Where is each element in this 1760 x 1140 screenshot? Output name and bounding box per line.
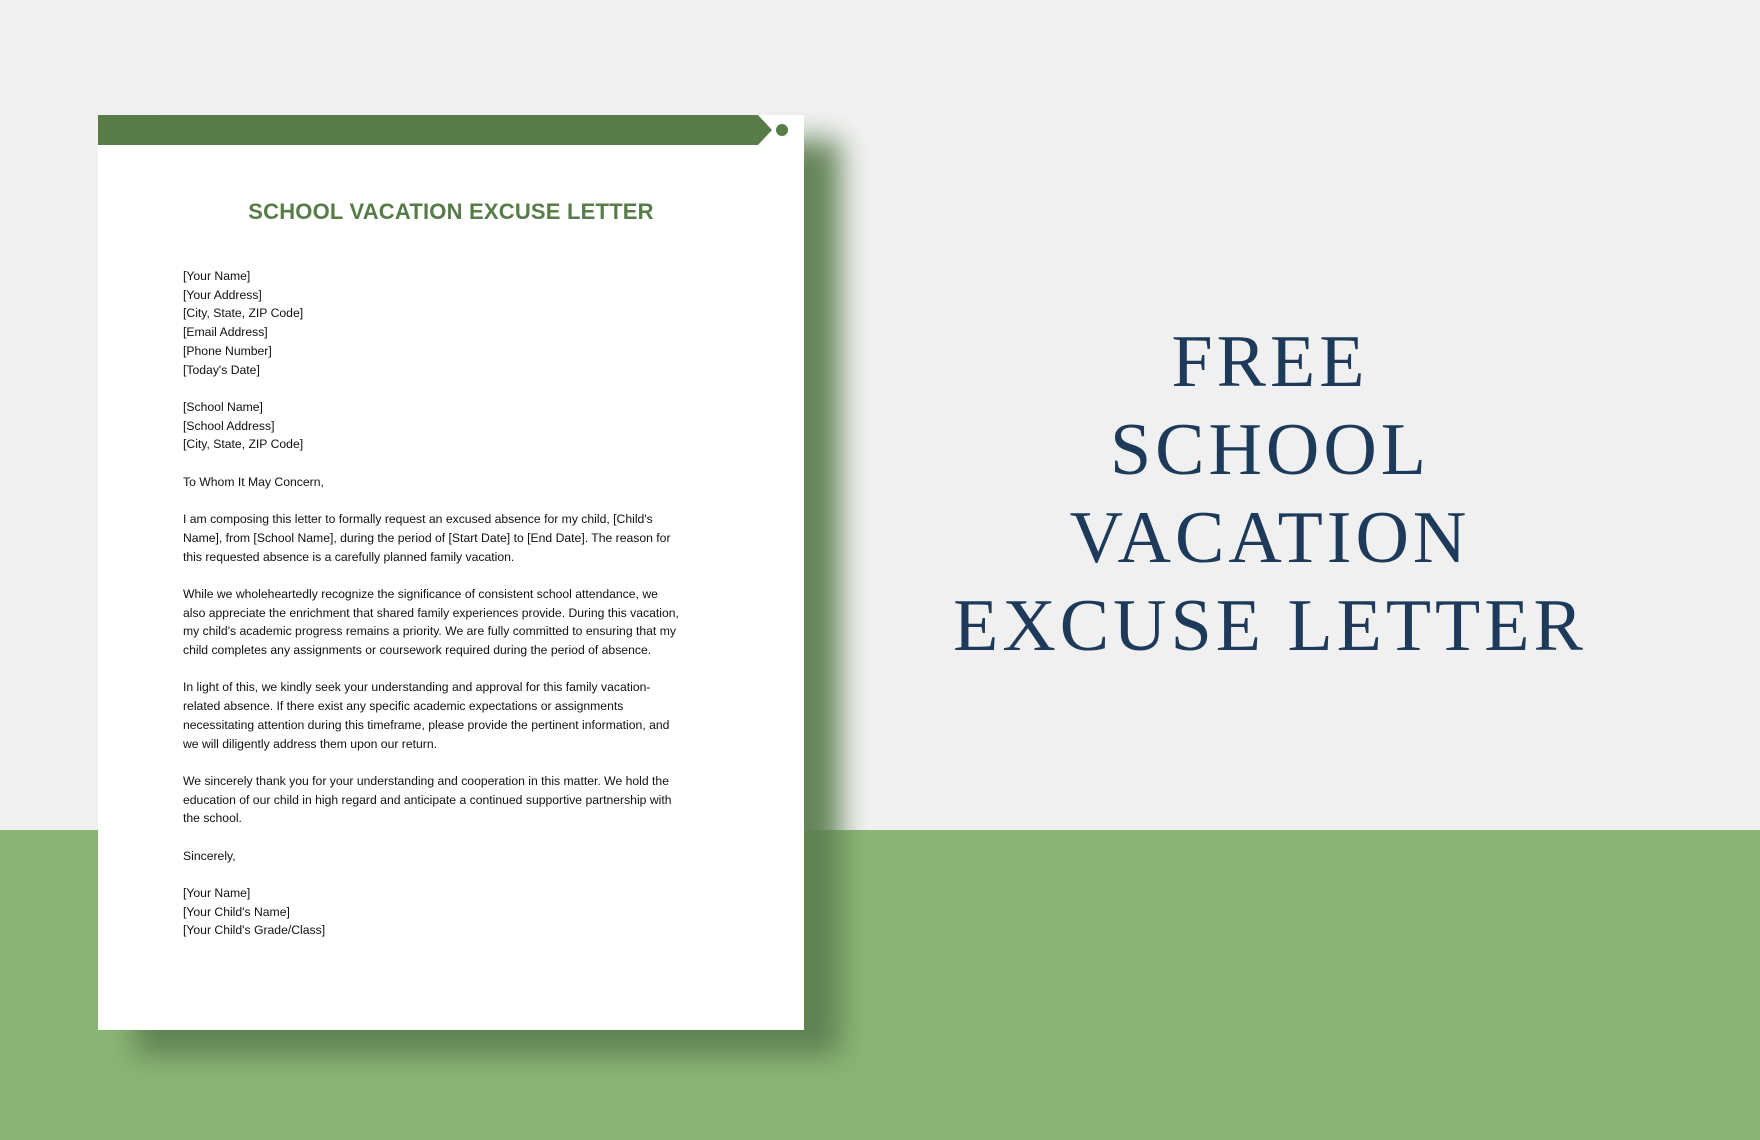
recipient-school-address: [School Address]: [183, 418, 275, 433]
paragraph-1-line: I am composing this letter to formally request an excused absence for my child, [Child's: [183, 512, 653, 527]
paragraph-2-line: child completes any assignments or coursework required during the period of absence.: [183, 643, 652, 657]
closing-text: Sincerely,: [183, 848, 236, 863]
paragraph-3-line: In light of this, we kindly seek your understanding and approval for this family vacation-: [183, 680, 651, 695]
headline-line-vacation: VACATION: [1069, 497, 1471, 579]
paragraph-4-line: education of our child in high regard and anticipate a continued supportive partnership with: [183, 792, 672, 807]
headline-line-school: SCHOOL: [1109, 409, 1431, 491]
document-title: SCHOOL VACATION EXCUSE LETTER: [248, 199, 654, 224]
promo-headline: [945, 318, 1595, 670]
headline-line-free: FREE: [1171, 321, 1369, 403]
paragraph-4-line: the school.: [183, 811, 242, 826]
recipient-school-name: [School Name]: [183, 399, 263, 414]
signature-child-name: [Your Child's Name]: [183, 904, 290, 919]
sender-phone: [Phone Number]: [183, 343, 272, 358]
paragraph-1-line: this requested absence is a carefully planned family vacation.: [183, 549, 515, 564]
sender-name: [Your Name]: [183, 269, 251, 283]
paragraph-3-line: necessitating attention during this timeframe, please provide the pertinent information, and: [183, 717, 670, 732]
closing: [183, 847, 728, 866]
paragraph-2: [183, 585, 728, 660]
letter-document: [98, 115, 804, 1030]
sender-email: [Email Address]: [183, 325, 268, 340]
sender-city-state-zip: [City, State, ZIP Code]: [183, 306, 304, 321]
paragraph-1-line: Name], from [School Name], during the period of [Start Date] to [End Date]. The reason for: [183, 530, 671, 545]
document-header-dot: [776, 124, 788, 136]
salutation: [183, 473, 728, 492]
recipient-city-state-zip: [City, State, ZIP Code]: [183, 437, 304, 452]
signature-child-grade: [Your Child's Grade/Class]: [183, 923, 326, 938]
sender-address: [Your Address]: [183, 287, 262, 302]
signature-block: [183, 884, 728, 940]
salutation-text: To Whom It May Concern,: [183, 474, 324, 489]
signature-name: [Your Name]: [183, 886, 251, 901]
document-header-bar: [98, 115, 772, 145]
paragraph-2-line: While we wholeheartedly recognize the significance of consistent school attendance, we: [183, 586, 658, 601]
letter-date: [Today's Date]: [183, 362, 260, 377]
paragraph-1: [183, 510, 728, 566]
paragraph-4-line: We sincerely thank you for your understanding and cooperation in this matter. We hold the: [183, 773, 669, 788]
letter-body: [183, 267, 728, 940]
paragraph-2-line: also appreciate the enrichment that shared family experiences provide. During this vacation,: [183, 605, 679, 620]
sender-block: [183, 267, 728, 379]
paragraph-3: [183, 678, 728, 753]
paragraph-2-line: my child's academic progress remains a priority. We are fully committed to ensuring that my: [183, 624, 676, 639]
paragraph-3-line: related absence. If there exist any specific academic expectations or assignments: [183, 699, 624, 714]
headline-line-excuse-letter: EXCUSE LETTER: [953, 585, 1587, 667]
recipient-block: [183, 398, 728, 454]
paragraph-4: [183, 772, 728, 828]
paragraph-3-line: we will diligently address them upon our return.: [183, 736, 438, 751]
